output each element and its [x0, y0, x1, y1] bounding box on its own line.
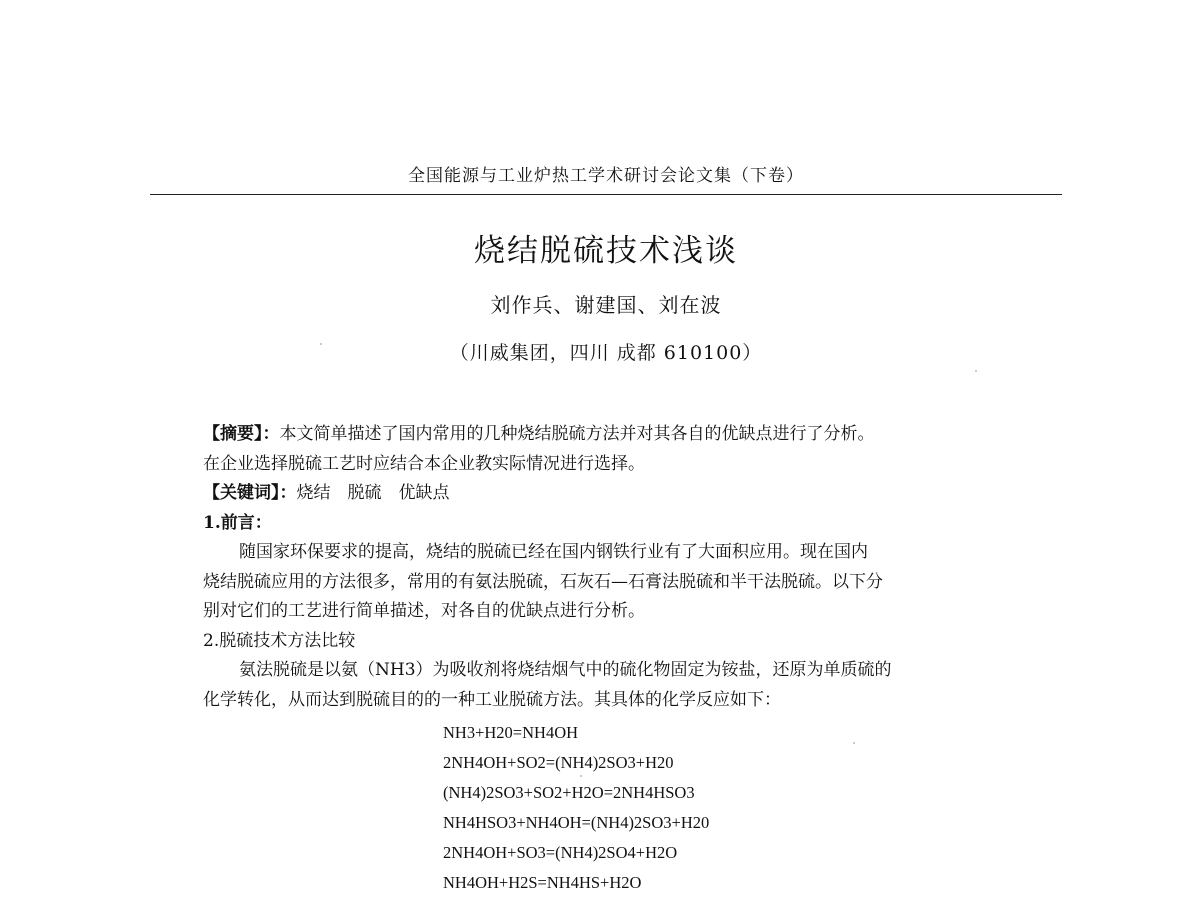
section-1-line-1: 随国家环保要求的提高，烧结的脱硫已经在国内钢铁行业有了大面积应用。现在国内 — [239, 542, 868, 562]
abstract-line-1 — [203, 420, 1003, 450]
equation-list — [443, 718, 709, 898]
paper-body — [203, 420, 1003, 715]
paper-title: 烧结脱硫技术浅谈 — [474, 233, 738, 269]
section-1-line-3: 别对它们的工艺进行简单描述，对各自的优缺点进行分析。 — [203, 601, 645, 621]
equation: (NH4)2SO3+SO2+H2O=2NH4HSO3 — [443, 783, 695, 802]
abstract-line-2: 在企业选择脱硫工艺时应结合本企业教实际情况进行选择。 — [203, 453, 645, 474]
equation: 2NH4OH+SO2=(NH4)2SO3+H20 — [443, 753, 674, 772]
section-2-heading: 2.脱硫技术方法比较 — [203, 630, 356, 651]
equation: NH4OH+H2S=NH4HS+H2O — [443, 873, 642, 892]
scan-speck — [580, 775, 582, 777]
equation: NH3+H20=NH4OH — [443, 723, 579, 742]
section-1-heading: 1.前言： — [203, 512, 272, 533]
section-1-line-2: 烧结脱硫应用的方法很多，常用的有氨法脱硫，石灰石—石膏法脱硫和半干法脱硫。以下分 — [203, 571, 883, 592]
running-header: 全国能源与工业炉热工学术研讨会论文集（下卷） — [408, 166, 804, 186]
keywords-text: 烧结 脱硫 优缺点 — [296, 483, 450, 503]
abstract-label: 【摘要】： — [203, 424, 280, 444]
keywords-line — [203, 479, 1003, 509]
keywords-label: 【关键词】： — [203, 483, 297, 503]
equation: 2NH4OH+SO3=(NH4)2SO4+H2O — [443, 843, 678, 862]
paper-affiliation: （川威集团，四川 成都 610100） — [449, 342, 763, 364]
scan-speck — [975, 370, 977, 372]
paper-authors: 刘作兵、谢建国、刘在波 — [490, 293, 722, 317]
abstract-text-1: 本文简单描述了国内常用的几种烧结脱硫方法并对其各自的优缺点进行了分析。 — [279, 424, 875, 444]
section-2-line-1: 氨法脱硫是以氨（NH3）为吸收剂将烧结烟气中的硫化物固定为铵盐，还原为单质硫的 — [239, 660, 892, 680]
header-rule — [150, 194, 1062, 195]
section-2-line-2: 化学转化，从而达到脱硫目的的一种工业脱硫方法。其具体的化学反应如下： — [203, 689, 781, 710]
equation: NH4HSO3+NH4OH=(NH4)2SO3+H20 — [443, 813, 710, 832]
scan-speck — [320, 343, 322, 345]
scan-speck — [853, 742, 855, 744]
